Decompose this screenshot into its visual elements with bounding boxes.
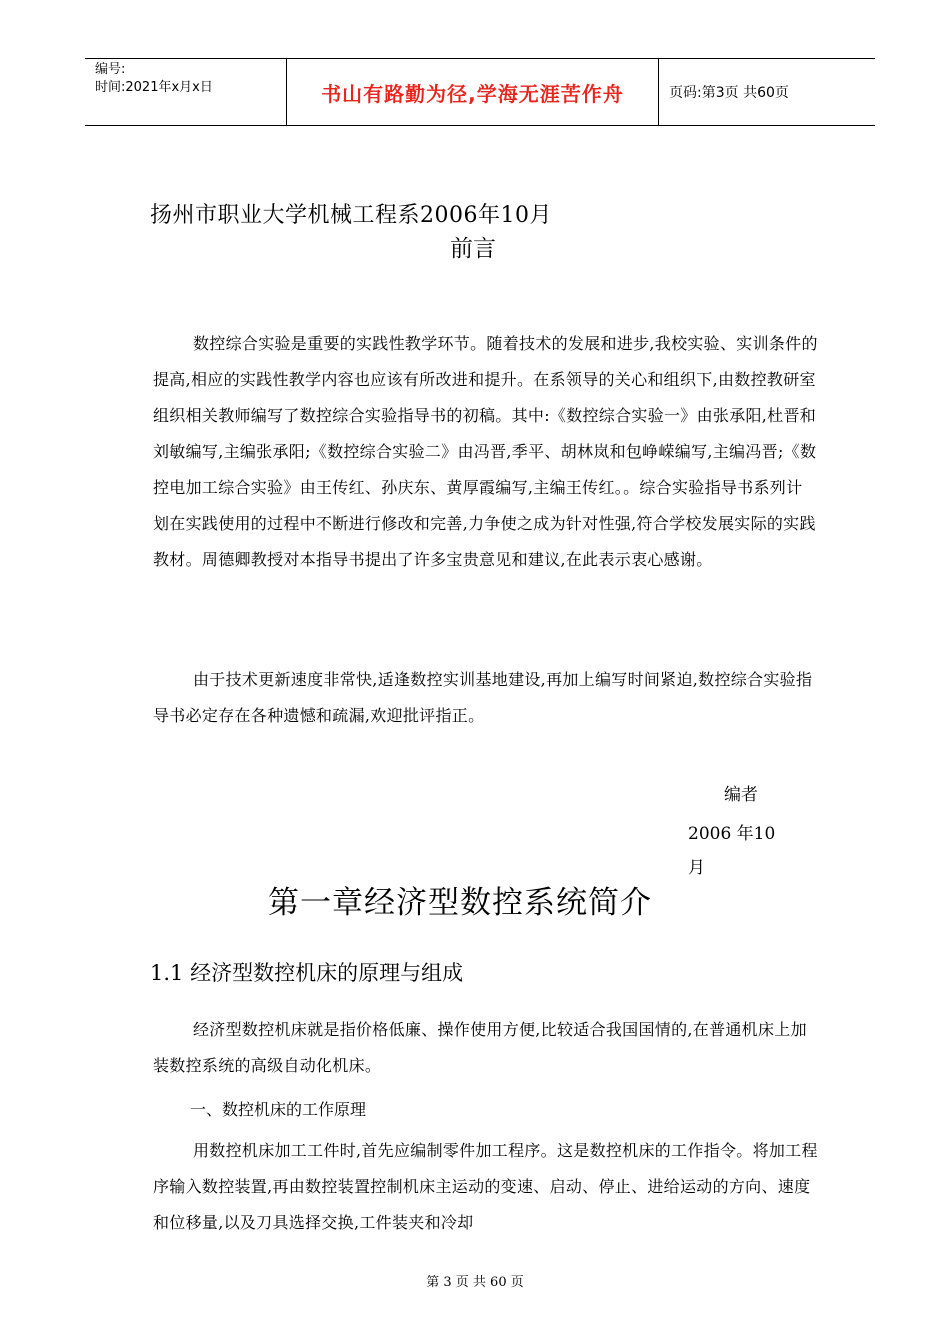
preface-paragraph-2-text: 由于技术更新速度非常快,适逢数控实训基地建设,再加上编写时间紧迫,数控综合实验指导书必定存在各种遗憾和疏漏,欢迎批评指正。 [153, 670, 813, 725]
chapter-paragraph-1-text: 经济型数控机床就是指价格低廉、操作使用方便,比较适合我国国情的,在普通机床上加装数控系统的高级自动化机床。 [153, 1020, 807, 1075]
chapter-paragraph-2 [153, 1133, 818, 1241]
preface-paragraph-1-text: 数控综合实验是重要的实践性教学环节。随着技术的发展和进步,我校实验、实训条件的提高,相应的实践性教学内容也应该有所改进和提升。在系领导的关心和组织下,由数控教研室组织相关教师编写了数控综合实验指导书的初稿。其中:《数控综合实验一》由张承阳,杜晋和刘敏编写,主编张承阳;《数控综合实验二》由冯晋,季平、胡林岚和包峥嵘编写,主编冯晋;《数控电加工综合实验》由王传红、孙庆东、黄厚霞编写,主编王传红。。综合实验指导书系列计划在实践使用的过程中不断进行修改和完善,力争使之成为针对性强,符合学校发展实际的实践教材。周德卿教授对本指导书提出了许多宝贵意见和建议,在此表示衷心感谢。 [153, 334, 818, 569]
chapter-paragraph-1 [153, 1012, 818, 1084]
signature-editor: 编者 [724, 785, 758, 805]
time-label: 时间:2021年x月x日 [95, 80, 213, 95]
header-page-info: 页码:第3页 共60页 [669, 85, 789, 101]
preface-paragraph-1 [153, 326, 818, 578]
number-label: 编号: [95, 62, 126, 77]
preface-title: 前言 [450, 236, 496, 262]
section-title: 1.1 经济型数控机床的原理与组成 [150, 961, 464, 985]
page-footer: 第 3 页 共 60 页 [426, 1275, 524, 1290]
chapter-paragraph-2-text: 用数控机床加工工件时,首先应编制零件加工程序。这是数控机床的工作指令。将加工程序输入数控装置,再由数控装置控制机床主运动的变速、启动、停止、进给运动的方向、速度和位移量,以及刀具选择交换,工件装夹和冷却 [153, 1141, 818, 1232]
chapter-title: 第一章经济型数控系统简介 [268, 885, 652, 921]
header-motto: 书山有路勤为径,学海无涯苦作舟 [286, 59, 659, 125]
signature-date: 2006 年10月 [688, 824, 776, 878]
page-header [85, 58, 875, 126]
chapter-subhead: 一、数控机床的工作原理 [190, 1100, 367, 1119]
preface-dateline: 扬州市职业大学机械工程系2006年10月 [150, 203, 552, 228]
preface-paragraph-2 [153, 662, 818, 734]
header-left-cell [85, 59, 286, 125]
